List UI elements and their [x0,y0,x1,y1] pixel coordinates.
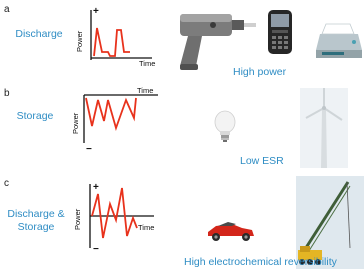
panel-label-line: Storage [16,110,54,122]
y-axis-label: Power [75,30,84,52]
y-axis-label: Power [73,208,82,230]
wind-turbine-icon [300,88,348,168]
y-sign-top: + [93,6,99,17]
panel-caption: Low ESR [240,155,284,167]
y-sign-bottom: − [93,244,99,255]
printer-icon [316,24,362,58]
x-axis-label: Time [139,59,156,68]
panel-caption: High electrochemical reversibility [184,256,337,268]
sports-car-icon [208,222,254,241]
panel-label-line: Discharge [15,28,63,40]
x-axis-label: Time [138,223,155,232]
panel-letter: a [4,4,10,15]
power-trace [94,28,130,56]
panel-discharge [0,0,364,86]
y-sign-top: + [93,182,99,193]
y-sign-bottom: − [86,144,92,155]
mobile-phone-icon [268,10,292,54]
panel-discharge-storage [0,176,364,269]
x-axis-label: Time [137,86,154,95]
panel-letter: c [4,178,9,189]
y-axis-label: Power [71,112,80,134]
panel-caption: High power [233,66,287,78]
drill-icon [180,14,256,70]
panel-label-line: Storage [17,221,55,233]
storage-diagram [0,86,364,176]
panel-letter: b [4,88,10,99]
discharge-diagram [0,0,364,86]
panel-label-line: Discharge & [7,208,65,220]
power-trace [86,98,136,128]
light-bulb-icon [215,111,235,142]
power-trace [92,188,137,238]
panel-storage [0,86,364,176]
